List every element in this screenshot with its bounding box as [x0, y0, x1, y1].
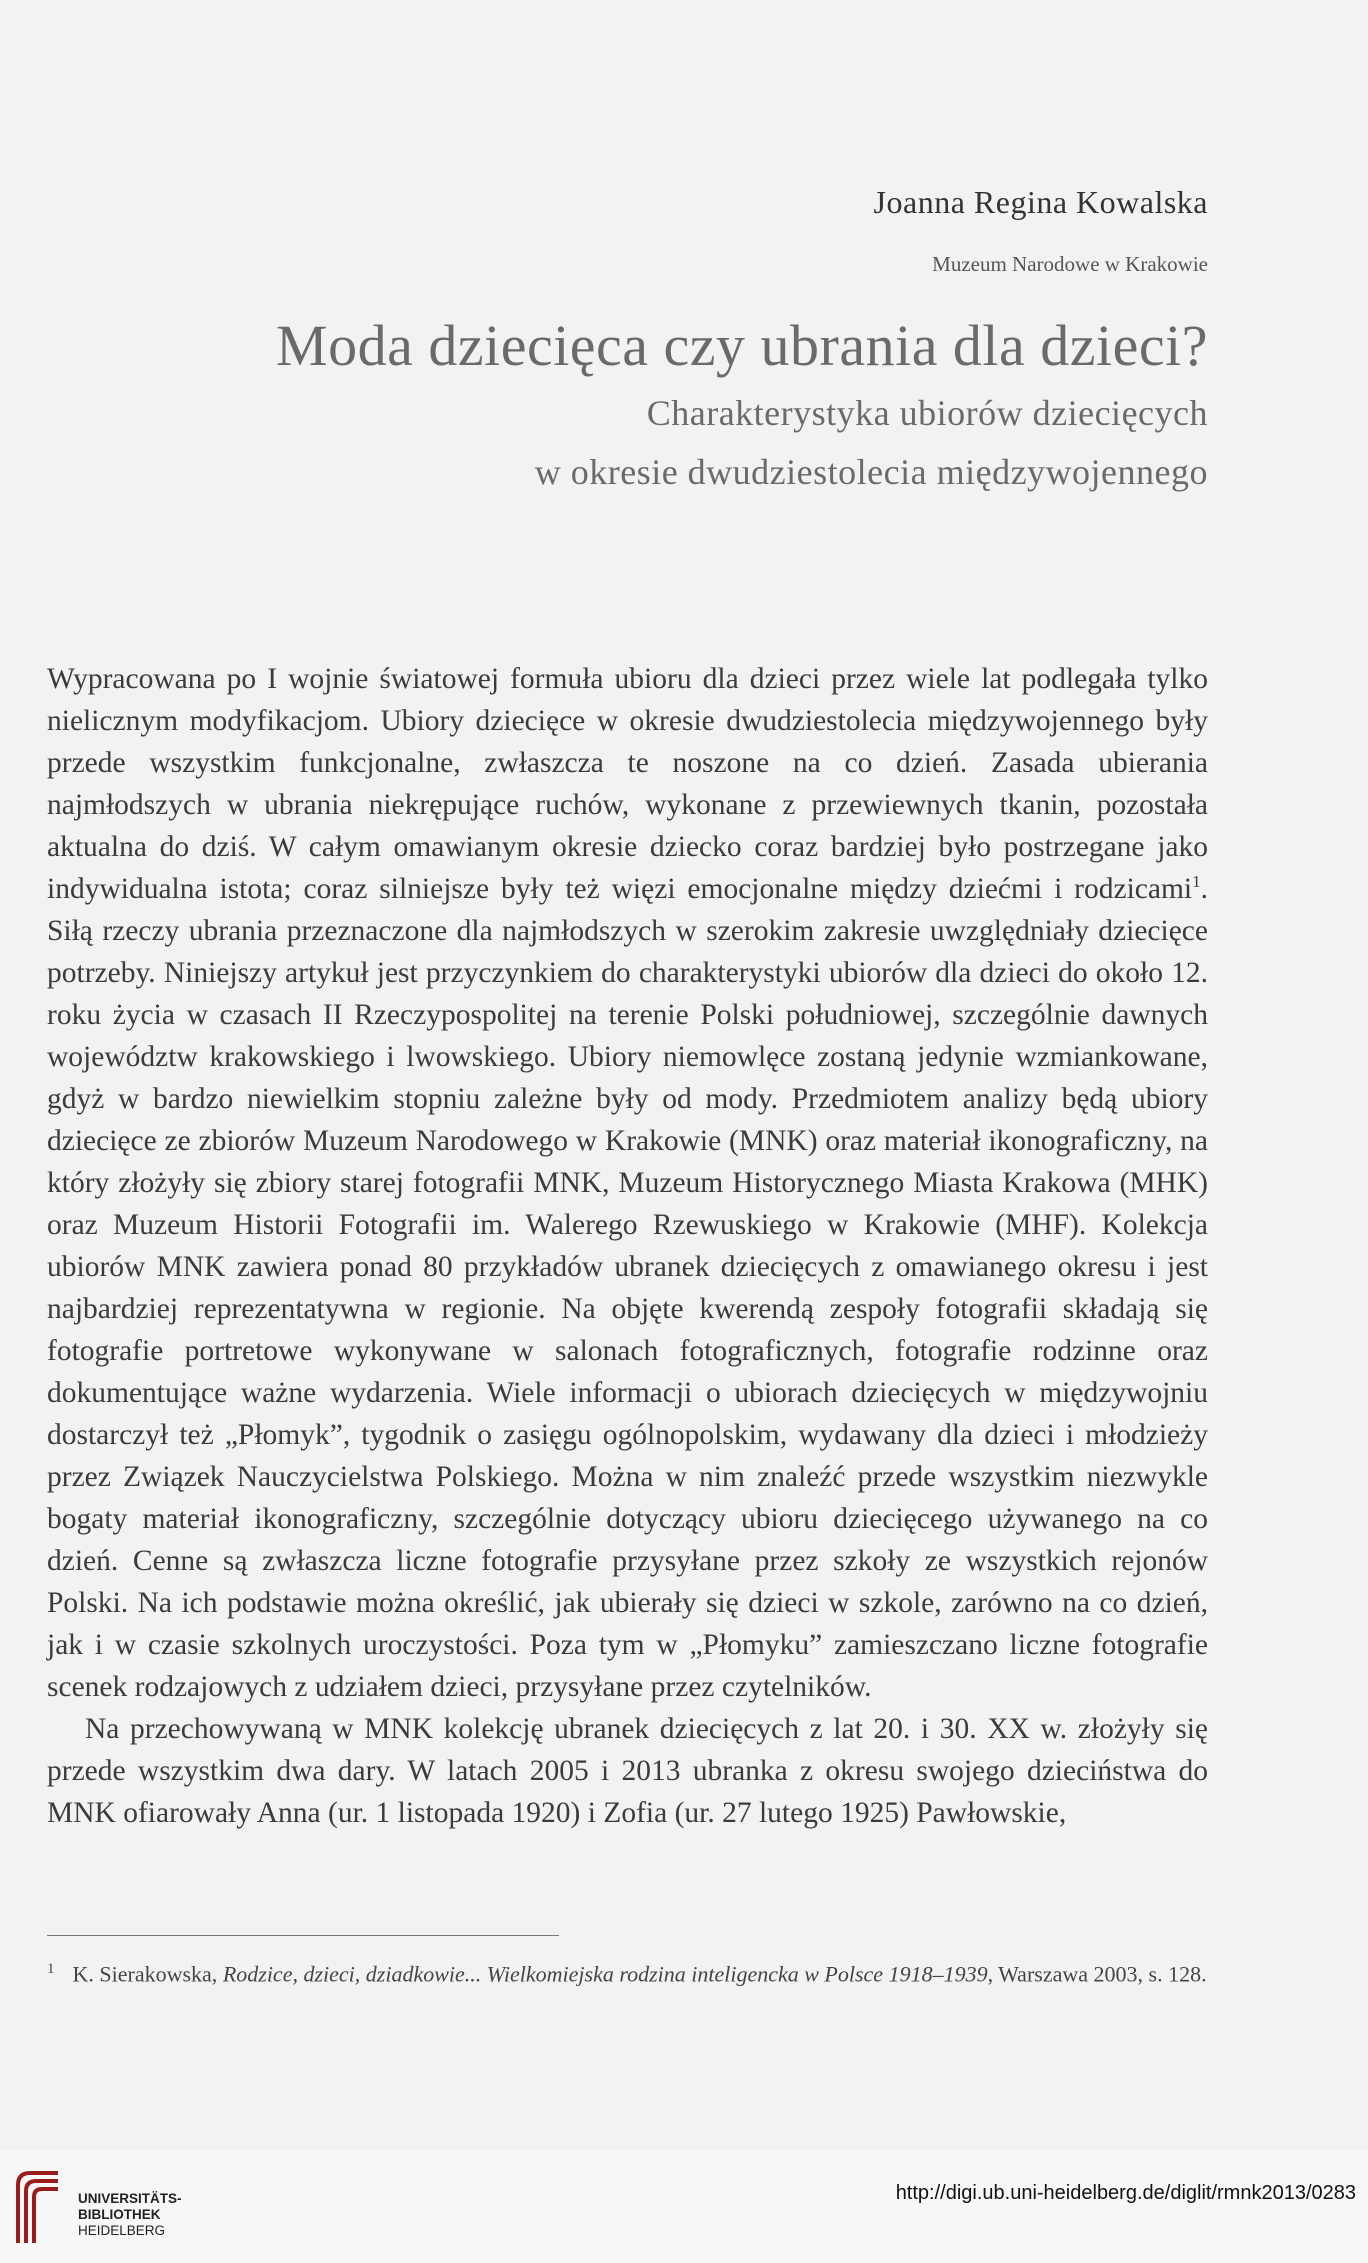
source-url-link[interactable]: http://digi.ub.uni-heidelberg.de/diglit/rmnk2013/0283 — [895, 2182, 1356, 2204]
footnote — [47, 1952, 1208, 1991]
paragraph-1-text-b: . Siłą rzeczy ubrania przeznaczone dla najmłodszych w szerokim zakresie uwzględniały dziecięce potrzeby. Niniejszy artykuł jest przyczynkiem do charakterystyki ubiorów dla dzieci do około 12. roku życia w czasach II Rzeczypospolitej na terenie Polski południowej, szczególnie dawnych województw krakowskiego i lwowskiego. Ubiory niemowlęce zostaną jedynie wzmiankowane, gdyż w bardzo niewielkim stopniu zależne były od mody. Przedmiotem analizy będą ubiory dziecięce ze zbiorów Muzeum Narodowego w Krakowie (MNK) oraz materiał ikonograficzny, na który złożyły się zbiory starej fotografii MNK, Muzeum Historycznego Miasta Krakowa (MHK) oraz Muzeum Historii Fotografii im. Walerego Rzewuskiego w Krakowie (MHF). Kolekcja ubiorów MNK zawiera ponad 80 przykładów ubranek dziecięcych z omawianego okresu i jest najbardziej reprezentatywna w regionie. Na objęte kwerendą zespoły fotografii składają się fotografie portretowe wykonywane w salonach fotograficznych, fotografie rodzinne oraz dokumentujące ważne wydarzenia. Wiele informacji o ubiorach dziecięcych w międzywojniu dostarczył też „Płomyk”, tygodnik o zasięgu ogólnopolskim, wydawany dla dzieci i młodzieży przez Związek Nauczycielstwa Polskiego. Można w nim znaleźć przede wszystkim niezwykle bogaty materiał ikonograficzny, szczególnie dotyczący ubioru dziecięcego używanego na co dzień. Cenne są zwłaszcza liczne fotografie przysyłane przez szkoły ze wszystkich rejonów Polski. Na ich podstawie można określić, jak ubierały się dzieci w szkole, zarówno na co dzień, jak i w czasie szkolnych uroczystości. Poza tym w „Płomyku” zamieszczano liczne fotografie scenek rodzajowych z udziałem dzieci, przysyłane przez czytelników. — [47, 873, 1208, 1703]
library-logo-text — [78, 2191, 182, 2239]
footnote-author: K. Sierakowska, — [72, 1961, 218, 1987]
library-logo-icon[interactable] — [14, 2167, 64, 2245]
logo-line-1: UNIVERSITÄTS- — [78, 2191, 182, 2206]
article-subtitle-line-1: Charakterystyka ubiorów dziecięcych — [646, 393, 1208, 433]
article-subtitle-line-2: w okresie dwudziestolecia międzywojennego — [534, 452, 1208, 492]
paragraph-1-text-a: Wypracowana po I wojnie światowej formuła ubioru dla dzieci przez wiele lat podlegała tylko nielicznym modyfikacjom. Ubiory dziecięce w okresie dwudziestolecia międzywojennego były przede wszystkim funkcjonalne, zwłaszcza te noszone na co dzień. Zasada ubierania najmłodszych w ubrania niekrępujące ruchów, wykonane z przewiewnych tkanin, pozostała aktualna do dziś. W całym omawianym okresie dziecko coraz bardziej było postrzegane jako indywidualna istota; coraz silniejsze były też więzi emocjonalne między dziećmi i rodzicami — [47, 663, 1208, 905]
footnote-divider — [47, 1935, 559, 1936]
paragraph-1 — [47, 658, 1208, 1708]
logo-line-2: BIBLIOTHEK — [78, 2207, 161, 2222]
article-body — [47, 658, 1208, 1834]
footnote-title: Rodzice, dzieci, dziadkowie... Wielkomiejska rodzina inteligencka w Polsce 1918–1939 — [222, 1961, 988, 1987]
library-footer — [0, 2150, 1368, 2263]
author-name: Joanna Regina Kowalska — [873, 184, 1208, 220]
footnote-number: 1 — [47, 1961, 55, 1977]
article-title: Moda dziecięca czy ubrania dla dzieci? — [276, 313, 1208, 378]
author-affiliation: Muzeum Narodowe w Krakowie — [932, 252, 1208, 276]
footnote-marker: 1 — [1192, 872, 1201, 892]
paragraph-2: Na przechowywaną w MNK kolekcję ubranek dziecięcych z lat 20. i 30. XX w. złożyły się przede wszystkim dwa dary. W latach 2005 i 2013 ubranka z okresu swojego dzieciństwa do MNK ofiarowały Anna (ur. 1 listopada 1920) i Zofia (ur. 27 lutego 1925) Pawłowskie, — [47, 1713, 1208, 1829]
footnote-rest: , Warszawa 2003, s. 128. — [987, 1961, 1207, 1987]
logo-line-3: HEIDELBERG — [78, 2223, 166, 2238]
